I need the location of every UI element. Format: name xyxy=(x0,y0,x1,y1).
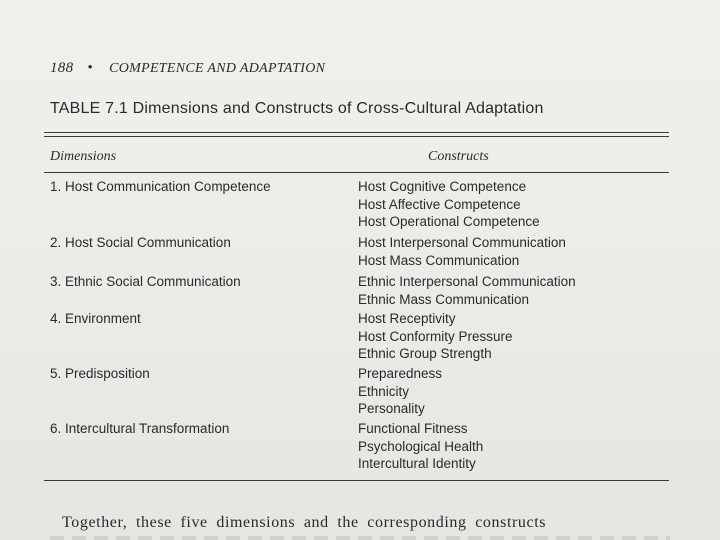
page-number: 188 xyxy=(50,60,74,76)
construct-item: Host Affective Competence xyxy=(358,196,521,212)
dimension-cell: 4. Environment xyxy=(50,311,141,326)
body-paragraph: Together, these five dimensions and the corresponding constructs xyxy=(62,514,547,531)
dimension-cell: 6. Intercultural Transformation xyxy=(50,421,230,436)
construct-item: Host Mass Communication xyxy=(358,252,520,268)
constructs-cell xyxy=(358,273,576,308)
header-bullet: • xyxy=(87,60,94,76)
running-title: COMPETENCE AND ADAPTATION xyxy=(109,61,326,76)
construct-item: Ethnic Interpersonal Communication xyxy=(358,274,576,289)
construct-item: Ethnic Group Strength xyxy=(358,346,492,361)
cut-off-text-line xyxy=(50,536,670,540)
construct-item: Host Cognitive Competence xyxy=(358,179,527,194)
page-header xyxy=(50,60,325,77)
constructs-cell xyxy=(358,310,513,363)
constructs-cell xyxy=(358,365,442,418)
dimension-cell: 1. Host Communication Competence xyxy=(50,179,271,194)
column-header-dimensions: Dimensions xyxy=(50,149,117,164)
table-top-rule-2 xyxy=(44,136,669,137)
dimension-cell: 5. Predisposition xyxy=(50,366,150,381)
construct-item: Psychological Health xyxy=(358,438,484,454)
constructs-cell xyxy=(358,178,540,231)
constructs-cell xyxy=(358,420,483,473)
constructs-cell xyxy=(358,234,566,269)
construct-item: Host Interpersonal Communication xyxy=(358,235,566,250)
table-header-rule xyxy=(44,172,669,173)
construct-item: Ethnicity xyxy=(358,383,410,399)
construct-item: Host Receptivity xyxy=(358,311,456,326)
table-top-rule xyxy=(44,132,669,133)
dimension-cell: 3. Ethnic Social Communication xyxy=(50,274,241,289)
construct-item: Functional Fitness xyxy=(358,421,468,436)
table-bottom-rule xyxy=(44,480,669,481)
dimension-cell: 2. Host Social Communication xyxy=(50,235,231,250)
construct-item: Host Conformity Pressure xyxy=(358,328,513,344)
table-title: TABLE 7.1 Dimensions and Constructs of Cross-Cultural Adaptation xyxy=(50,100,544,117)
construct-item: Intercultural Identity xyxy=(358,456,476,471)
construct-item: Personality xyxy=(358,401,425,416)
construct-item: Host Operational Competence xyxy=(358,214,540,229)
construct-item: Preparedness xyxy=(358,366,443,381)
construct-item: Ethnic Mass Communication xyxy=(358,291,530,307)
column-header-constructs: Constructs xyxy=(428,149,489,164)
